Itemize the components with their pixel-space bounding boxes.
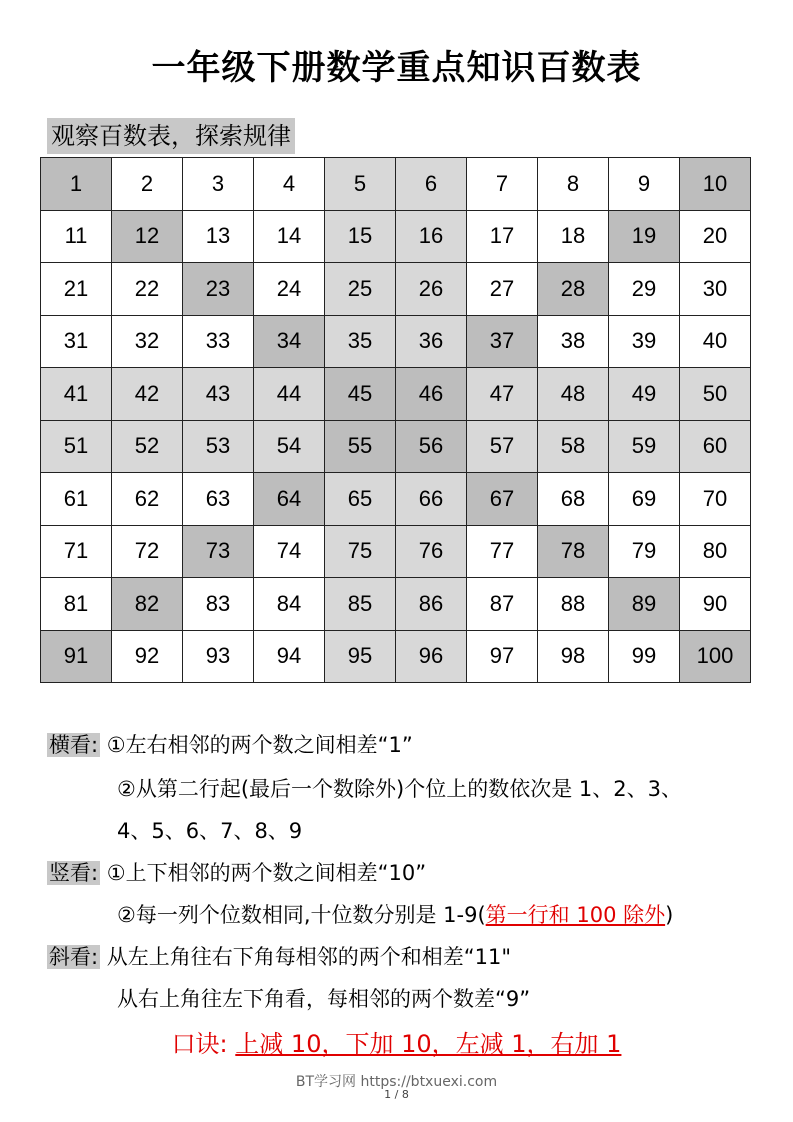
grid-cell: 52 bbox=[112, 420, 183, 473]
vertical-label: 竖看: bbox=[49, 861, 99, 885]
grid-cell: 30 bbox=[680, 263, 751, 316]
grid-cell: 34 bbox=[254, 315, 325, 368]
grid-cell: 7 bbox=[467, 158, 538, 211]
grid-cell: 8 bbox=[538, 158, 609, 211]
grid-cell: 85 bbox=[325, 578, 396, 631]
grid-cell: 72 bbox=[112, 525, 183, 578]
horizontal-rule-2: ②从第二行起(最后一个数除外)个位上的数依次是 1、2、3、 bbox=[117, 777, 682, 801]
grid-cell: 17 bbox=[467, 210, 538, 263]
grid-cell: 61 bbox=[41, 473, 112, 526]
grid-row bbox=[41, 578, 751, 631]
grid-cell: 6 bbox=[396, 158, 467, 211]
mnemonic-text: 上减 10，下加 10，左减 1，右加 1 bbox=[235, 1030, 622, 1058]
grid-cell: 48 bbox=[538, 368, 609, 421]
grid-cell: 13 bbox=[183, 210, 254, 263]
grid-cell: 74 bbox=[254, 525, 325, 578]
grid-cell: 31 bbox=[41, 315, 112, 368]
horizontal-line-1 bbox=[47, 730, 413, 760]
grid-cell: 40 bbox=[680, 315, 751, 368]
horizontal-rule-3: 4、5、6、7、8、9 bbox=[117, 819, 303, 843]
grid-cell: 25 bbox=[325, 263, 396, 316]
grid-cell: 97 bbox=[467, 630, 538, 683]
grid-row bbox=[41, 263, 751, 316]
grid-cell: 28 bbox=[538, 263, 609, 316]
grid-cell: 100 bbox=[680, 630, 751, 683]
grid-cell: 83 bbox=[183, 578, 254, 631]
hundred-chart bbox=[40, 157, 751, 683]
grid-cell: 91 bbox=[41, 630, 112, 683]
grid-cell: 73 bbox=[183, 525, 254, 578]
vertical-rule-2-exception: 第一行和 100 除外 bbox=[485, 903, 666, 927]
grid-cell: 54 bbox=[254, 420, 325, 473]
grid-cell: 45 bbox=[325, 368, 396, 421]
vertical-line-2 bbox=[117, 900, 673, 930]
grid-cell: 63 bbox=[183, 473, 254, 526]
grid-cell: 64 bbox=[254, 473, 325, 526]
grid-cell: 32 bbox=[112, 315, 183, 368]
grid-row bbox=[41, 210, 751, 263]
grid-cell: 92 bbox=[112, 630, 183, 683]
grid-cell: 26 bbox=[396, 263, 467, 316]
grid-cell: 98 bbox=[538, 630, 609, 683]
grid-cell: 46 bbox=[396, 368, 467, 421]
grid-cell: 80 bbox=[680, 525, 751, 578]
grid-cell: 93 bbox=[183, 630, 254, 683]
grid-cell: 78 bbox=[538, 525, 609, 578]
page-title: 一年级下册数学重点知识百数表 bbox=[151, 48, 642, 88]
grid-cell: 39 bbox=[609, 315, 680, 368]
grid-cell: 95 bbox=[325, 630, 396, 683]
diagonal-line-1 bbox=[47, 942, 511, 972]
grid-cell: 79 bbox=[609, 525, 680, 578]
grid-cell: 37 bbox=[467, 315, 538, 368]
grid-cell: 38 bbox=[538, 315, 609, 368]
vertical-line-1 bbox=[47, 858, 426, 888]
diagonal-rule-2: 从右上角往左下角看，每相邻的两个数差“9” bbox=[117, 987, 531, 1011]
diagonal-rule-1: 从左上角往右下角每相邻的两个和相差“11" bbox=[106, 945, 512, 969]
grid-cell: 68 bbox=[538, 473, 609, 526]
grid-cell: 59 bbox=[609, 420, 680, 473]
grid-cell: 3 bbox=[183, 158, 254, 211]
grid-row bbox=[41, 473, 751, 526]
grid-cell: 44 bbox=[254, 368, 325, 421]
grid-cell: 47 bbox=[467, 368, 538, 421]
grid-cell: 35 bbox=[325, 315, 396, 368]
grid-cell: 18 bbox=[538, 210, 609, 263]
grid-row bbox=[41, 525, 751, 578]
grid-cell: 51 bbox=[41, 420, 112, 473]
grid-cell: 94 bbox=[254, 630, 325, 683]
grid-cell: 10 bbox=[680, 158, 751, 211]
grid-cell: 53 bbox=[183, 420, 254, 473]
grid-cell: 99 bbox=[609, 630, 680, 683]
grid-cell: 29 bbox=[609, 263, 680, 316]
grid-cell: 23 bbox=[183, 263, 254, 316]
grid-cell: 65 bbox=[325, 473, 396, 526]
grid-cell: 50 bbox=[680, 368, 751, 421]
grid-cell: 96 bbox=[396, 630, 467, 683]
grid-cell: 66 bbox=[396, 473, 467, 526]
grid-cell: 11 bbox=[41, 210, 112, 263]
grid-cell: 43 bbox=[183, 368, 254, 421]
grid-cell: 22 bbox=[112, 263, 183, 316]
grid-cell: 1 bbox=[41, 158, 112, 211]
vertical-rule-1: ①上下相邻的两个数之间相差“10” bbox=[106, 861, 427, 885]
grid-cell: 19 bbox=[609, 210, 680, 263]
grid-cell: 69 bbox=[609, 473, 680, 526]
horizontal-label: 横看: bbox=[49, 733, 99, 757]
diagonal-label: 斜看: bbox=[49, 945, 99, 969]
grid-cell: 67 bbox=[467, 473, 538, 526]
grid-cell: 15 bbox=[325, 210, 396, 263]
grid-cell: 16 bbox=[396, 210, 467, 263]
grid-cell: 77 bbox=[467, 525, 538, 578]
grid-cell: 4 bbox=[254, 158, 325, 211]
page-number: 1 / 8 bbox=[384, 1088, 409, 1101]
grid-cell: 27 bbox=[467, 263, 538, 316]
grid-cell: 82 bbox=[112, 578, 183, 631]
grid-cell: 12 bbox=[112, 210, 183, 263]
grid-cell: 24 bbox=[254, 263, 325, 316]
grid-cell: 33 bbox=[183, 315, 254, 368]
grid-cell: 21 bbox=[41, 263, 112, 316]
vertical-rule-2-pre: ②每一列个位数相同,十位数分别是 1-9( bbox=[117, 903, 486, 927]
grid-cell: 70 bbox=[680, 473, 751, 526]
grid-cell: 71 bbox=[41, 525, 112, 578]
grid-cell: 57 bbox=[467, 420, 538, 473]
grid-cell: 84 bbox=[254, 578, 325, 631]
grid-row bbox=[41, 315, 751, 368]
horizontal-rule-1: ①左右相邻的两个数之间相差“1” bbox=[106, 733, 413, 757]
grid-cell: 49 bbox=[609, 368, 680, 421]
grid-cell: 2 bbox=[112, 158, 183, 211]
grid-cell: 58 bbox=[538, 420, 609, 473]
grid-cell: 60 bbox=[680, 420, 751, 473]
grid-cell: 14 bbox=[254, 210, 325, 263]
vertical-rule-2-post: ) bbox=[665, 903, 674, 927]
grid-cell: 86 bbox=[396, 578, 467, 631]
grid-cell: 41 bbox=[41, 368, 112, 421]
grid-cell: 87 bbox=[467, 578, 538, 631]
grid-row bbox=[41, 630, 751, 683]
mnemonic-label: 口诀: bbox=[171, 1030, 228, 1058]
grid-cell: 88 bbox=[538, 578, 609, 631]
grid-cell: 76 bbox=[396, 525, 467, 578]
grid-cell: 75 bbox=[325, 525, 396, 578]
grid-cell: 89 bbox=[609, 578, 680, 631]
grid-row bbox=[41, 420, 751, 473]
grid-cell: 9 bbox=[609, 158, 680, 211]
grid-cell: 42 bbox=[112, 368, 183, 421]
grid-cell: 90 bbox=[680, 578, 751, 631]
grid-cell: 56 bbox=[396, 420, 467, 473]
grid-cell: 55 bbox=[325, 420, 396, 473]
section-label: 观察百数表，探索规律 bbox=[47, 118, 295, 154]
grid-cell: 36 bbox=[396, 315, 467, 368]
hundred-chart-body bbox=[41, 158, 751, 683]
grid-cell: 62 bbox=[112, 473, 183, 526]
footer-watermark: BT学习网 https://btxuexi.com bbox=[295, 1074, 498, 1090]
grid-row bbox=[41, 368, 751, 421]
mnemonic bbox=[0, 1024, 793, 1059]
grid-cell: 81 bbox=[41, 578, 112, 631]
grid-cell: 5 bbox=[325, 158, 396, 211]
grid-row bbox=[41, 158, 751, 211]
grid-cell: 20 bbox=[680, 210, 751, 263]
